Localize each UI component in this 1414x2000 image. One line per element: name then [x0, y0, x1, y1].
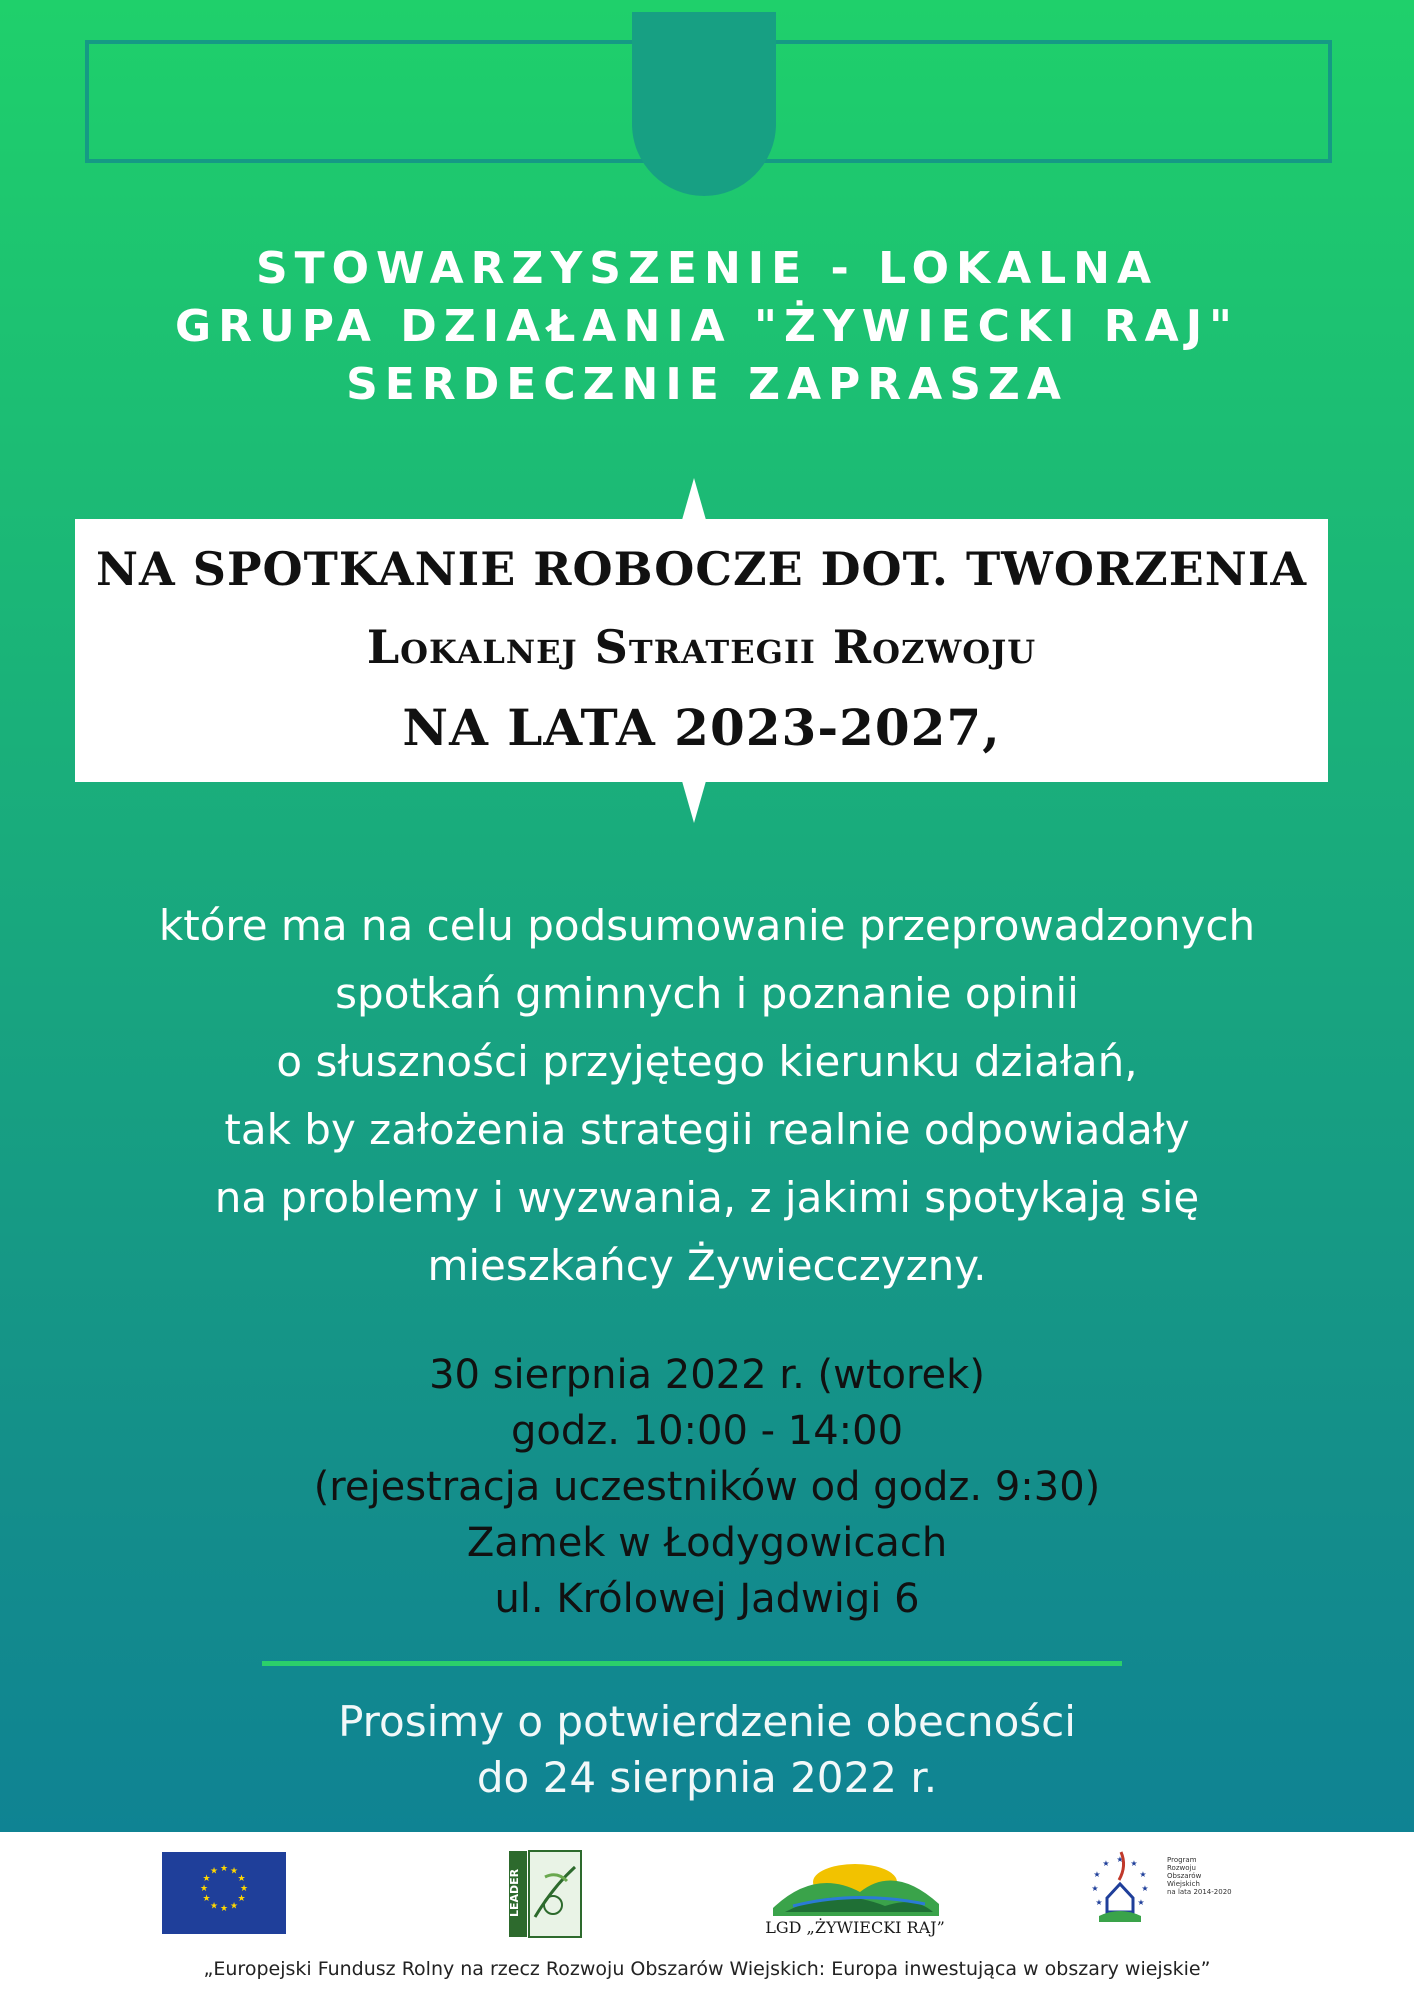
- prow-logo-icon: [1075, 1846, 1232, 1944]
- svg-text:★: ★: [1091, 1884, 1099, 1893]
- event-address: ul. Królowej Jadwigi 6: [494, 1576, 920, 1622]
- svg-text:★: ★: [237, 1894, 246, 1904]
- description-line-6: mieszkańcy Żywiecczyzny.: [427, 1241, 987, 1290]
- svg-text:★: ★: [202, 1894, 211, 1904]
- invitation-line-2: Lokalnej Strategii Rozwoju: [366, 620, 1037, 674]
- rsvp-line-2: do 24 sierpnia 2022 r.: [476, 1753, 938, 1802]
- svg-text:★: ★: [199, 1884, 209, 1894]
- organization-line-2: GRUPA DZIAŁANIA "ŻYWIECKI RAJ": [175, 301, 1239, 352]
- svg-text:★: ★: [219, 1864, 229, 1874]
- svg-text:★: ★: [1137, 1898, 1145, 1907]
- leader-logo-icon: [505, 1847, 585, 1941]
- invitation-line-1: NA SPOTKANIE ROBOCZE DOT. TWORZENIA: [95, 542, 1308, 596]
- svg-text:★: ★: [229, 1866, 239, 1877]
- description-line-5: na problemy i wyzwania, z jakimi spotykają się: [214, 1173, 1200, 1222]
- lgd-zywiecki-raj-logo: [765, 1846, 945, 1944]
- svg-text:★: ★: [1139, 1870, 1147, 1879]
- description-line-2: spotkań gminnych i poznanie opinii: [335, 969, 1079, 1018]
- description-line-4: tak by założenia strategii realnie odpowiadały: [224, 1105, 1190, 1154]
- description-line-1: które ma na celu podsumowanie przeprowadzonych: [158, 901, 1256, 950]
- svg-text:★: ★: [239, 1884, 249, 1894]
- box-notch-top: [682, 478, 706, 520]
- svg-text:★: ★: [1095, 1898, 1103, 1907]
- svg-text:★: ★: [1116, 1855, 1124, 1864]
- svg-text:★: ★: [209, 1866, 219, 1877]
- organization-line-1: STOWARZYSZENIE - LOKALNA: [255, 243, 1159, 294]
- event-venue: Zamek w Łodygowicach: [466, 1520, 948, 1566]
- svg-text:★: ★: [1130, 1859, 1138, 1868]
- svg-text:★: ★: [1141, 1884, 1149, 1893]
- eu-flag-icon: [162, 1852, 286, 1934]
- footer-note: „Europejski Fundusz Rolny na rzecz Rozwoju Obszarów Wiejskich: Europa inwestująca w obszary wiejskie”: [203, 1958, 1211, 1980]
- svg-text:LEADER: LEADER: [508, 1868, 521, 1917]
- rsvp-line-1: Prosimy o potwierdzenie obecności: [338, 1697, 1076, 1746]
- lgd-label: LGD „ŻYWIECKI RAJ”: [765, 1918, 945, 1937]
- svg-text:★: ★: [229, 1901, 239, 1912]
- top-tab-decoration: [632, 12, 776, 196]
- svg-text:★: ★: [202, 1874, 211, 1884]
- invitation-line-3: NA LATA 2023-2027,: [402, 698, 1001, 757]
- event-registration: (rejestracja uczestników od godz. 9:30): [313, 1464, 1101, 1510]
- svg-text:★: ★: [219, 1904, 229, 1914]
- description-line-3: o słuszności przyjętego kierunku działań,: [276, 1037, 1138, 1086]
- organization-line-3: SERDECZNIE ZAPRASZA: [346, 359, 1068, 410]
- divider-line: [262, 1661, 1122, 1666]
- event-date: 30 sierpnia 2022 r. (wtorek): [429, 1352, 985, 1398]
- svg-text:★: ★: [237, 1874, 246, 1884]
- svg-text:★: ★: [1093, 1870, 1101, 1879]
- prow-text: Program Rozwoju Obszarów Wiejskich na lata 2014-2020: [1167, 1856, 1232, 1896]
- svg-text:★: ★: [209, 1901, 219, 1912]
- svg-text:★: ★: [1102, 1859, 1110, 1868]
- event-time: godz. 10:00 - 14:00: [510, 1408, 904, 1454]
- box-notch-bottom: [682, 781, 706, 823]
